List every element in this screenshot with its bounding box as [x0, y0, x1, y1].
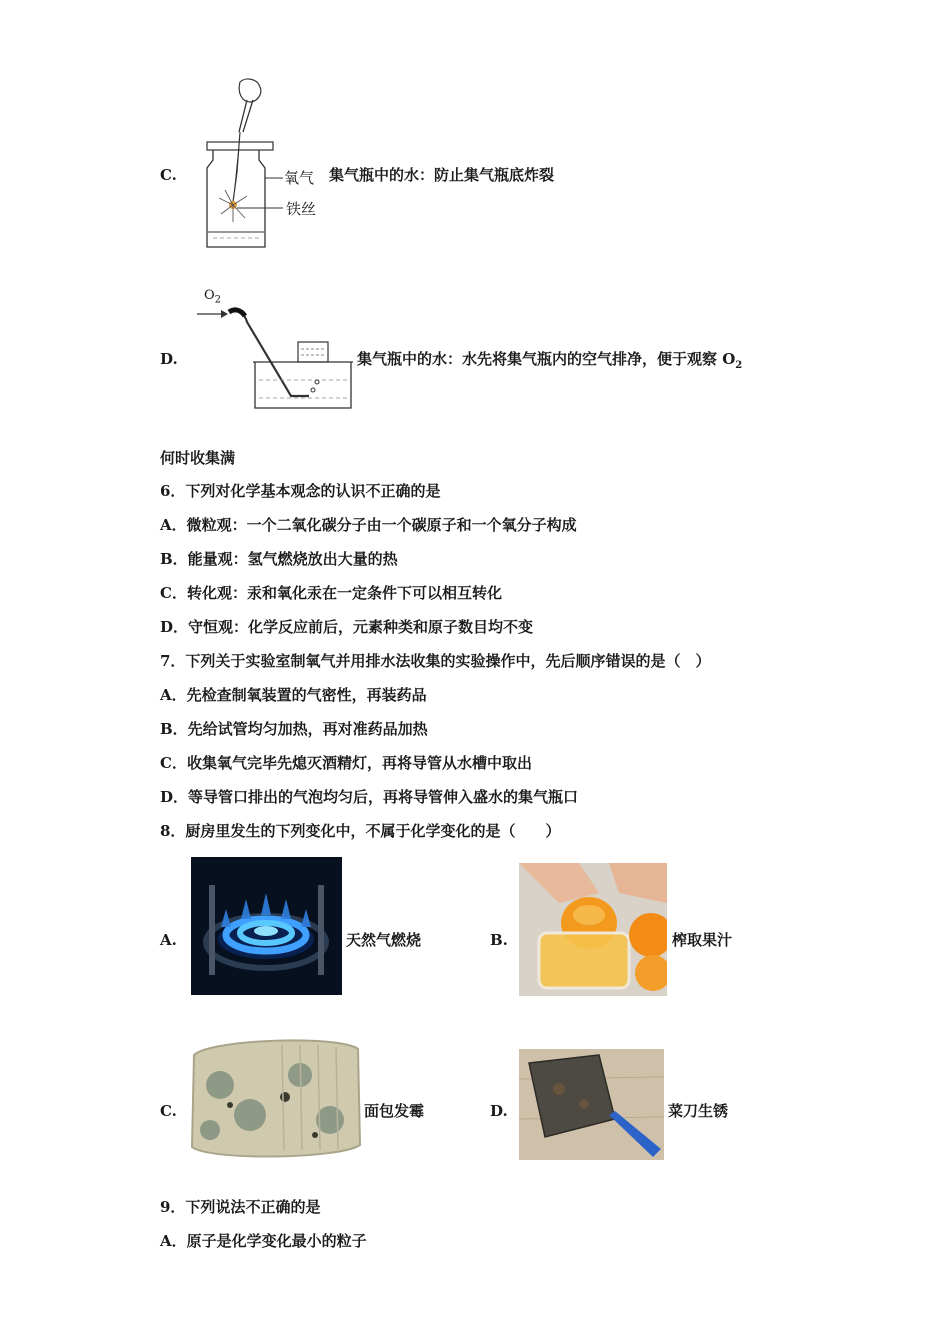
figure-label-iron-wire: 铁丝: [286, 200, 317, 218]
question-7-option-b: B．先给试管均匀加热，再对准药品加热: [160, 720, 428, 738]
question-8-option-c-letter: C.: [160, 1102, 177, 1120]
iron-wire-combustion-figure: [195, 72, 325, 252]
question-6-option-d: D．守恒观：化学反应前后，元素种类和原子数目均不变: [160, 618, 534, 636]
option-d-text: 集气瓶中的水：水先将集气瓶内的空气排净，便于观察 $O_2$: [357, 350, 743, 371]
question-6-stem: 6．下列对化学基本观念的认识不正确的是: [160, 482, 441, 500]
question-8-option-d-caption: 菜刀生锈: [668, 1102, 729, 1120]
option-c-text: 集气瓶中的水：防止集气瓶底炸裂: [329, 166, 555, 184]
question-8-option-b-caption: 榨取果汁: [672, 931, 733, 949]
question-8-stem: 8．厨房里发生的下列变化中，不属于化学变化的是（ ）: [160, 822, 561, 840]
question-8-option-a-caption: 天然气燃烧: [346, 931, 422, 949]
option-d-text-continued: 何时收集满: [160, 449, 236, 467]
question-9-stem: 9．下列说法不正确的是: [160, 1198, 321, 1216]
rusty-cleaver-image: [519, 1049, 664, 1160]
question-7-option-c: C．收集氧气完毕先熄灭酒精灯，再将导管从水槽中取出: [160, 754, 532, 772]
option-c-letter: C.: [160, 166, 177, 184]
option-d-letter: D.: [160, 350, 178, 368]
question-9-option-a: A．原子是化学变化最小的粒子: [160, 1232, 367, 1250]
question-8-option-b-letter: B.: [490, 931, 508, 949]
question-8-option-c-caption: 面包发霉: [364, 1102, 425, 1120]
question-6-option-a: A．微粒观：一个二氧化碳分子由一个碳原子和一个氧分子构成: [160, 516, 577, 534]
question-6-option-c: C．转化观：汞和氧化汞在一定条件下可以相互转化: [160, 584, 502, 602]
moldy-bread-image: [190, 1035, 362, 1162]
gas-stove-flame-image: [191, 857, 342, 995]
question-7-option-a: A．先检查制氧装置的气密性，再装药品: [160, 686, 427, 704]
question-7-option-d: D．等导管口排出的气泡均匀后，再将导管伸入盛水的集气瓶口: [160, 788, 579, 806]
figure-label-o2: $O_2$: [204, 288, 222, 306]
question-7-stem: 7．下列关于实验室制氧气并用排水法收集的实验操作中，先后顺序错误的是（ ）: [160, 652, 711, 670]
figure-label-oxygen: 氧气: [284, 169, 315, 187]
question-8-option-a-letter: A.: [160, 931, 177, 949]
question-8-option-d-letter: D.: [490, 1102, 508, 1120]
juicing-orange-image: [519, 863, 667, 996]
question-6-option-b: B．能量观：氢气燃烧放出大量的热: [160, 550, 398, 568]
